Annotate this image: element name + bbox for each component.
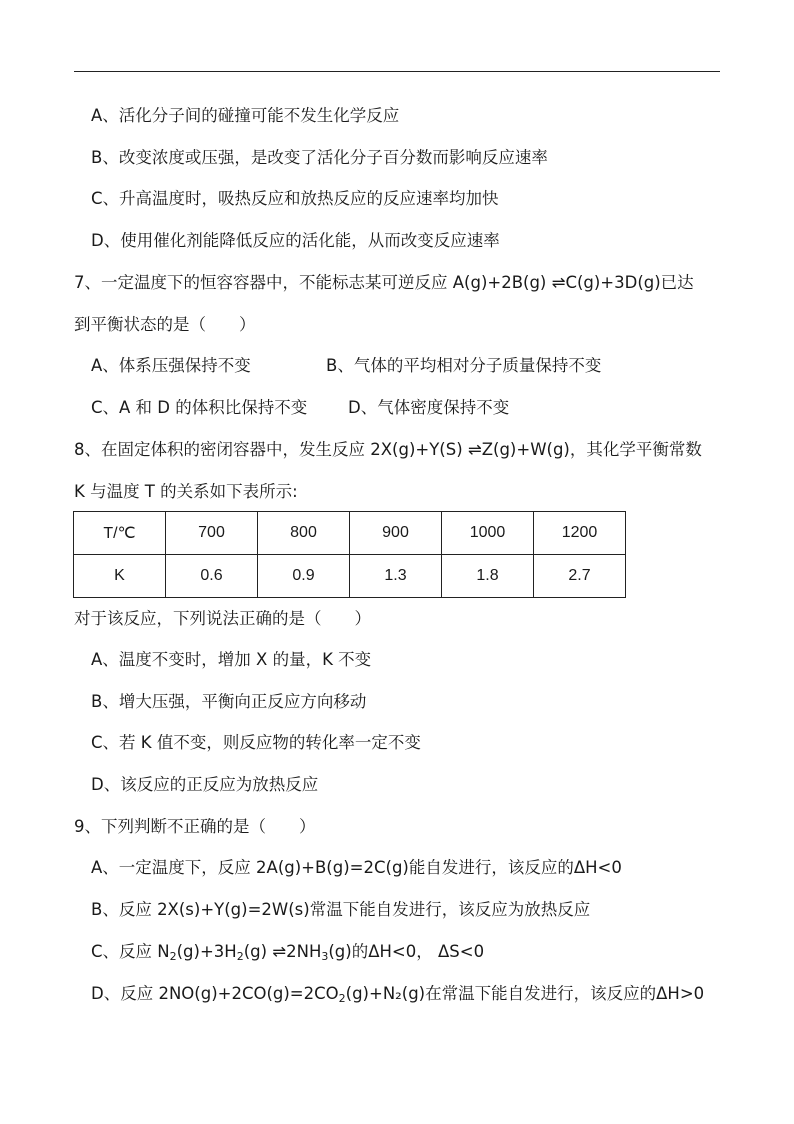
q8-stem-line2: K 与温度 T 的关系如下表所示: xyxy=(74,482,298,501)
table-row xyxy=(74,555,626,598)
table-cell: 800 xyxy=(258,512,350,555)
table-cell: 1200 xyxy=(534,512,626,555)
table-cell: 1000 xyxy=(442,512,534,555)
q6-option-d: D、使用催化剂能降低反应的活化能，从而改变反应速率 xyxy=(91,231,500,250)
q9-c-text: (g)的ΔH<0， ΔS<0 xyxy=(328,942,485,961)
q9-stem: 9、下列判断不正确的是（ ） xyxy=(74,817,316,836)
q6-option-b: B、改变浓度或压强，是改变了活化分子百分数而影响反应速率 xyxy=(91,148,548,167)
q8-option-b: B、增大压强，平衡向正反应方向移动 xyxy=(91,692,367,711)
table-cell: K xyxy=(74,555,166,598)
q9-c-text: C、反应 N xyxy=(91,942,170,961)
table-cell: 0.6 xyxy=(166,555,258,598)
q6-option-a: A、活化分子间的碰撞可能不发生化学反应 xyxy=(91,106,400,125)
q9-c-text: (g)+3H xyxy=(176,942,237,961)
table-cell: 1.3 xyxy=(350,555,442,598)
q8-stem-line1: 8、在固定体积的密闭容器中，发生反应 2X(g)+Y(S) ⇌Z(g)+W(g)，其化学平衡常数 xyxy=(74,440,702,459)
subscript: 2 xyxy=(338,992,346,1005)
table-row xyxy=(74,512,626,555)
q9-option-b: B、反应 2X(s)+Y(g)=2W(s)常温下能自发进行，该反应为放热反应 xyxy=(91,900,591,919)
q7-stem-line2: 到平衡状态的是（ ） xyxy=(74,315,256,334)
q7-stem-line1: 7、一定温度下的恒容容器中，不能标志某可逆反应 A(g)+2B(g) ⇌C(g)+3D(g)已达 xyxy=(74,273,694,292)
q6-option-c: C、升高温度时，吸热反应和放热反应的反应速率均加快 xyxy=(91,189,499,208)
q9-d-text: D、反应 2NO(g)+2CO(g)=2CO xyxy=(91,984,339,1003)
subscript: 3 xyxy=(321,950,329,963)
header-rule xyxy=(74,71,720,72)
q7-option-c: C、A 和 D 的体积比保持不变 xyxy=(91,398,308,417)
subscript: 2 xyxy=(169,950,177,963)
table-cell: T/℃ xyxy=(74,512,166,555)
table-cell: 0.9 xyxy=(258,555,350,598)
table-cell: 1.8 xyxy=(442,555,534,598)
subscript: 2 xyxy=(236,950,244,963)
q8-prompt: 对于该反应，下列说法正确的是（ ） xyxy=(74,609,371,628)
q9-d-text: (g)+N₂(g)在常温下能自发进行，该反应的ΔH>0 xyxy=(345,984,705,1003)
q7-option-d: D、气体密度保持不变 xyxy=(348,398,510,417)
table-cell: 900 xyxy=(350,512,442,555)
q8-option-d: D、该反应的正反应为放热反应 xyxy=(91,775,319,794)
q7-option-a: A、体系压强保持不变 xyxy=(91,356,251,375)
q8-option-a: A、温度不变时，增加 X 的量，K 不变 xyxy=(91,650,372,669)
q9-option-a: A、一定温度下，反应 2A(g)+B(g)=2C(g)能自发进行，该反应的ΔH<0 xyxy=(91,858,622,877)
q9-option-d xyxy=(91,982,704,1006)
table-cell: 2.7 xyxy=(534,555,626,598)
k-temperature-table xyxy=(73,511,626,598)
table-cell: 700 xyxy=(166,512,258,555)
q9-c-text: (g) ⇌2NH xyxy=(243,942,322,961)
q8-option-c: C、若 K 值不变，则反应物的转化率一定不变 xyxy=(91,733,421,752)
q9-option-c xyxy=(91,940,484,964)
q7-option-b: B、气体的平均相对分子质量保持不变 xyxy=(326,356,602,375)
